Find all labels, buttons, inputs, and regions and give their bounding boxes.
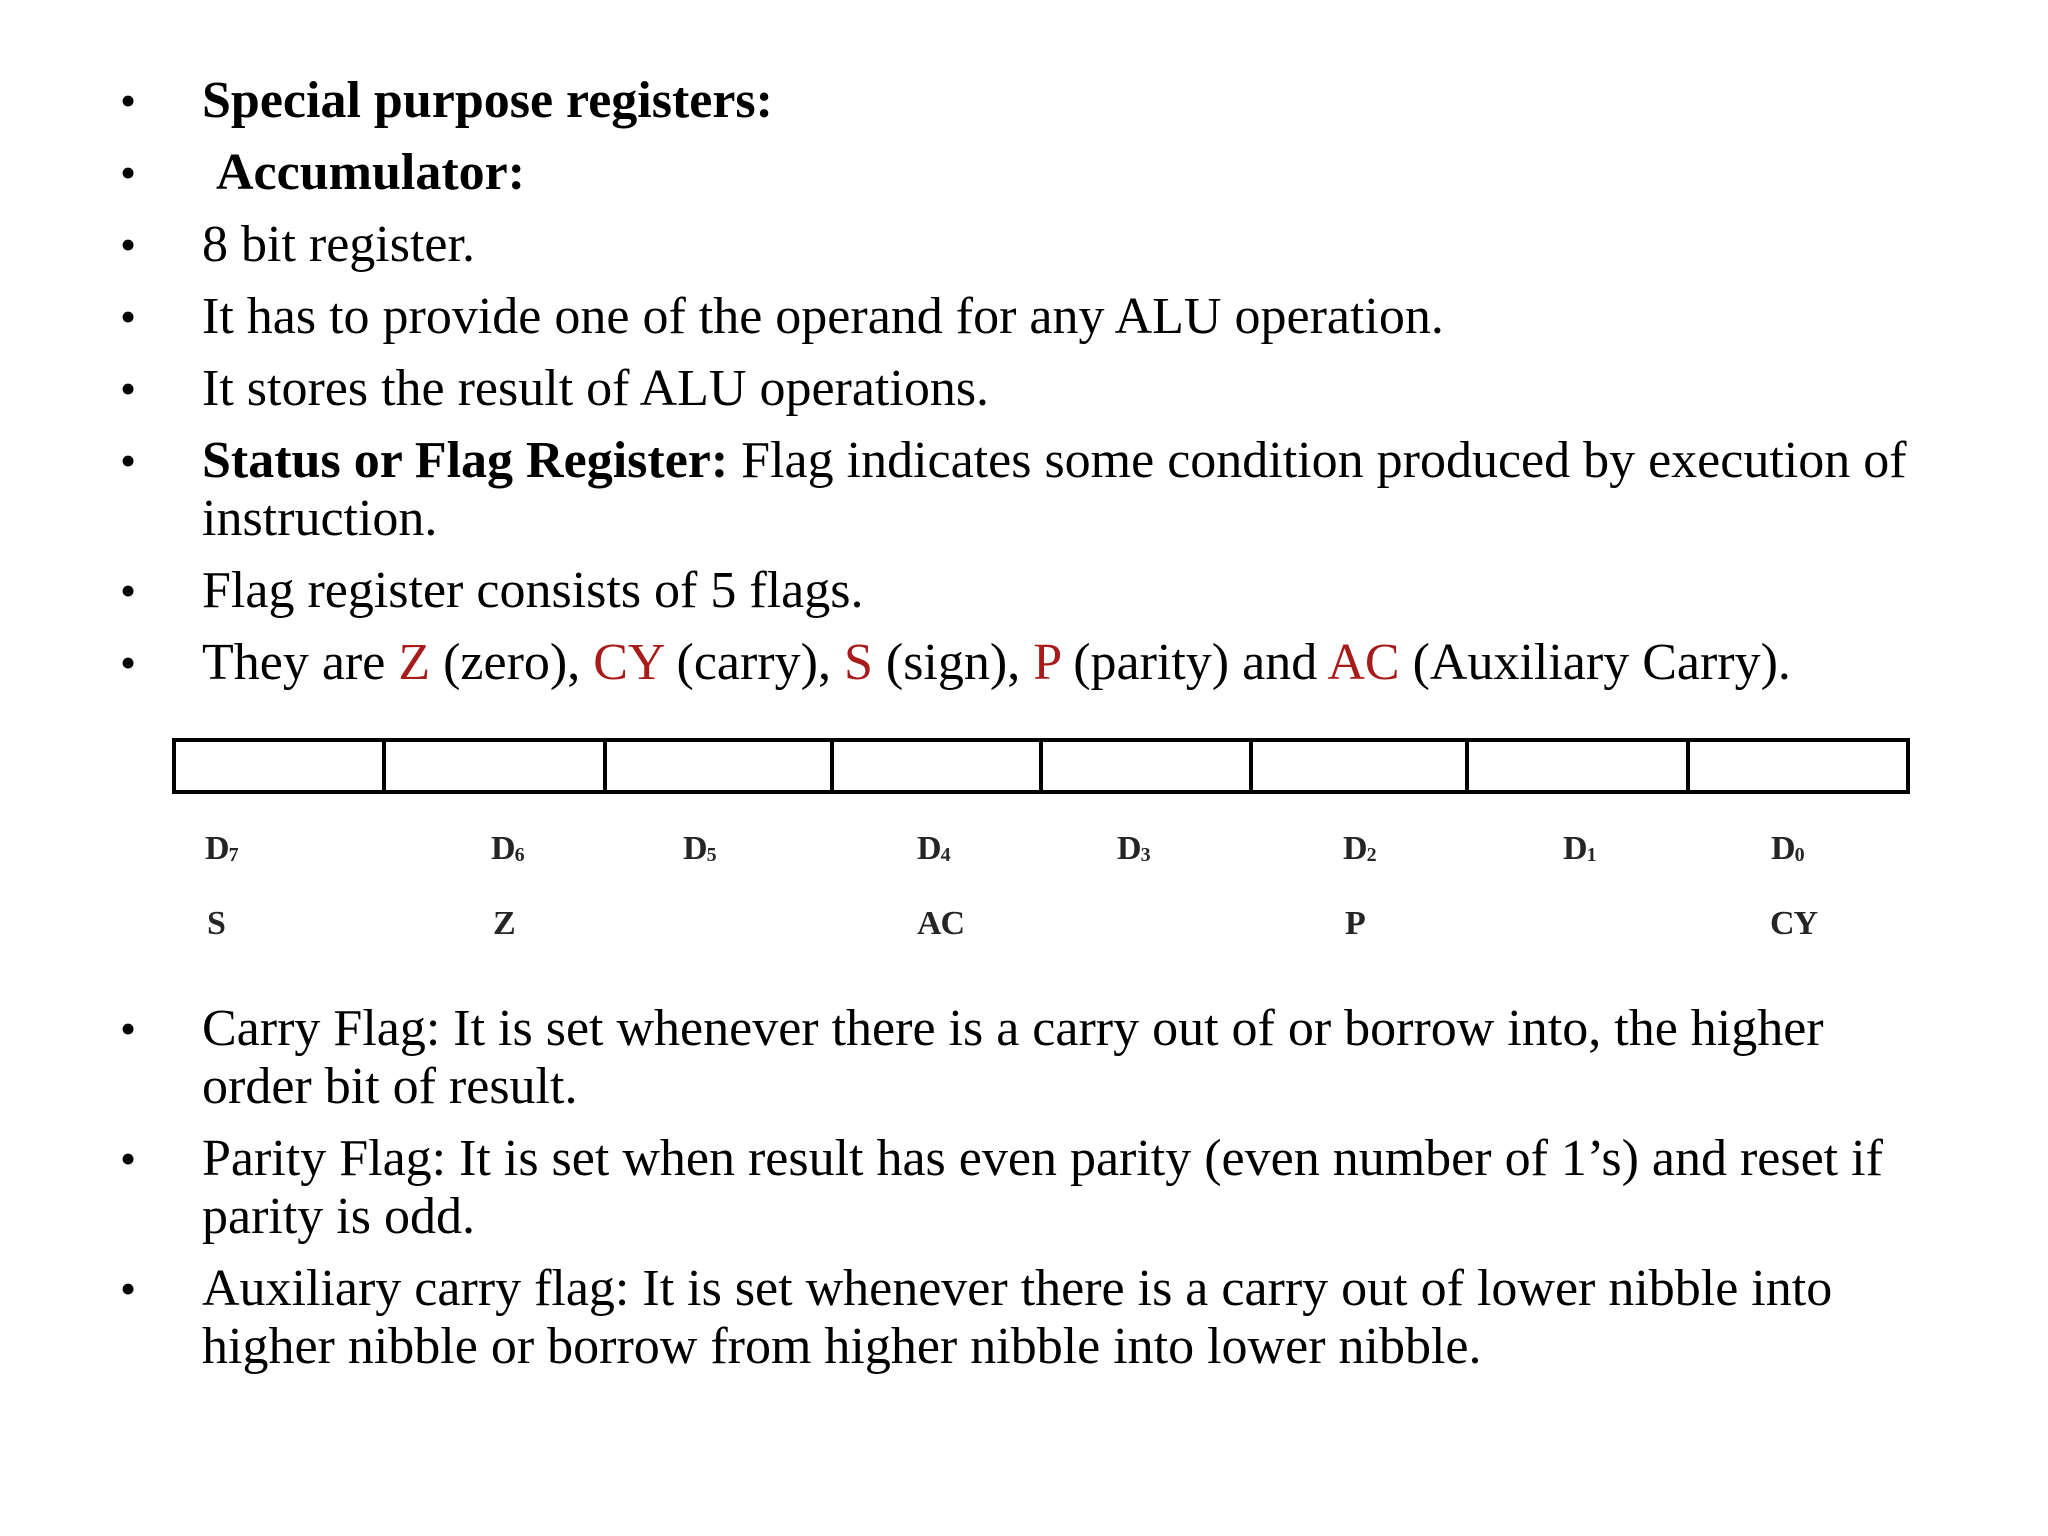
cell-divider [830,742,834,790]
flag-name-cy: CY [593,634,664,691]
list-item-text: Auxiliary carry flag: It is set whenever there is a carry out of lower nibble into higher nibble or borrow from higher nibble into lower nibble. [202,1260,1833,1375]
list-item [0,432,2048,548]
bullet-icon: • [120,363,137,414]
flag-label-s: S [207,905,225,942]
list-item-text: (sign), [872,634,1034,691]
flag-label-cy: CY [1770,905,1818,942]
bottom-bullet-list [0,1000,2048,1390]
list-item-text: They are [202,634,399,691]
list-item-text: (parity) and [1060,634,1328,691]
bit-label-d6: $D_6$ [491,830,525,867]
list-item-text: Parity Flag: It is set when result has even parity (even number of 1’s) and reset if parity is odd. [202,1130,1883,1245]
flag-label-ac: AC [917,905,965,942]
cell-divider [1686,742,1690,790]
bit-label-d5: $D_5$ [683,830,717,867]
cell-divider [1465,742,1469,790]
bullet-icon: • [120,147,137,198]
cell-divider [1249,742,1253,790]
top-bullet-list [0,72,2048,706]
bit-label-d0: $D_0$ [1771,830,1805,867]
bullet-icon: • [120,565,137,616]
bit-label-d1: $D_1$ [1563,830,1597,867]
list-item-text: It stores the result of ALU operations. [202,360,990,417]
bullet-icon: • [120,637,137,688]
bullet-icon: • [120,1003,137,1054]
bullet-icon: • [120,435,137,486]
flag-name-z: Z [398,634,431,691]
cell-divider [1039,742,1043,790]
list-item-text: It has to provide one of the operand for any ALU operation. [202,288,1444,345]
list-item-text: 8 bit register. [202,216,475,273]
list-item-text: (Auxiliary Carry). [1399,634,1791,691]
bullet-icon: • [120,1133,137,1184]
list-item [0,1260,2048,1376]
list-item [0,562,2048,620]
bit-label-d2: $D_2$ [1343,830,1377,867]
heading-special-purpose-registers: Special purpose registers: [202,72,773,129]
list-item [0,634,2048,692]
flag-name-s: S [843,634,873,691]
list-item [0,1130,2048,1246]
flag-name-ac: AC [1327,634,1400,691]
cell-divider [382,742,386,790]
list-item [0,1000,2048,1116]
list-item-text: (zero), [430,634,594,691]
list-item-text: (carry), [663,634,844,691]
list-item [0,144,2048,202]
heading-accumulator: Accumulator: [216,144,526,201]
bit-label-d4: $D_4$ [917,830,951,867]
list-item-text: Carry Flag: It is set whenever there is a carry out of or borrow into, the higher order bit of result. [202,1000,1824,1115]
cell-divider [603,742,607,790]
list-item-text: Flag register consists of 5 flags. [202,562,864,619]
flag-register-diagram [172,738,1910,794]
bullet-icon: • [120,219,137,270]
flag-label-p: P [1345,905,1365,942]
bullet-icon: • [120,291,137,342]
list-item [0,216,2048,274]
list-item-text: Flag indicates some condition produced by execution of instruction. [202,432,1907,547]
list-item [0,288,2048,346]
list-item [0,72,2048,130]
list-item [0,360,2048,418]
heading-status-flag-register: Status or Flag Register: [202,432,729,489]
bullet-icon: • [120,1263,137,1314]
bit-label-d7: $D_7$ [205,830,239,867]
bit-label-d3: $D_3$ [1117,830,1151,867]
flag-label-z: Z [493,905,515,942]
bullet-icon: • [120,75,137,126]
flag-name-p: P [1033,634,1061,691]
